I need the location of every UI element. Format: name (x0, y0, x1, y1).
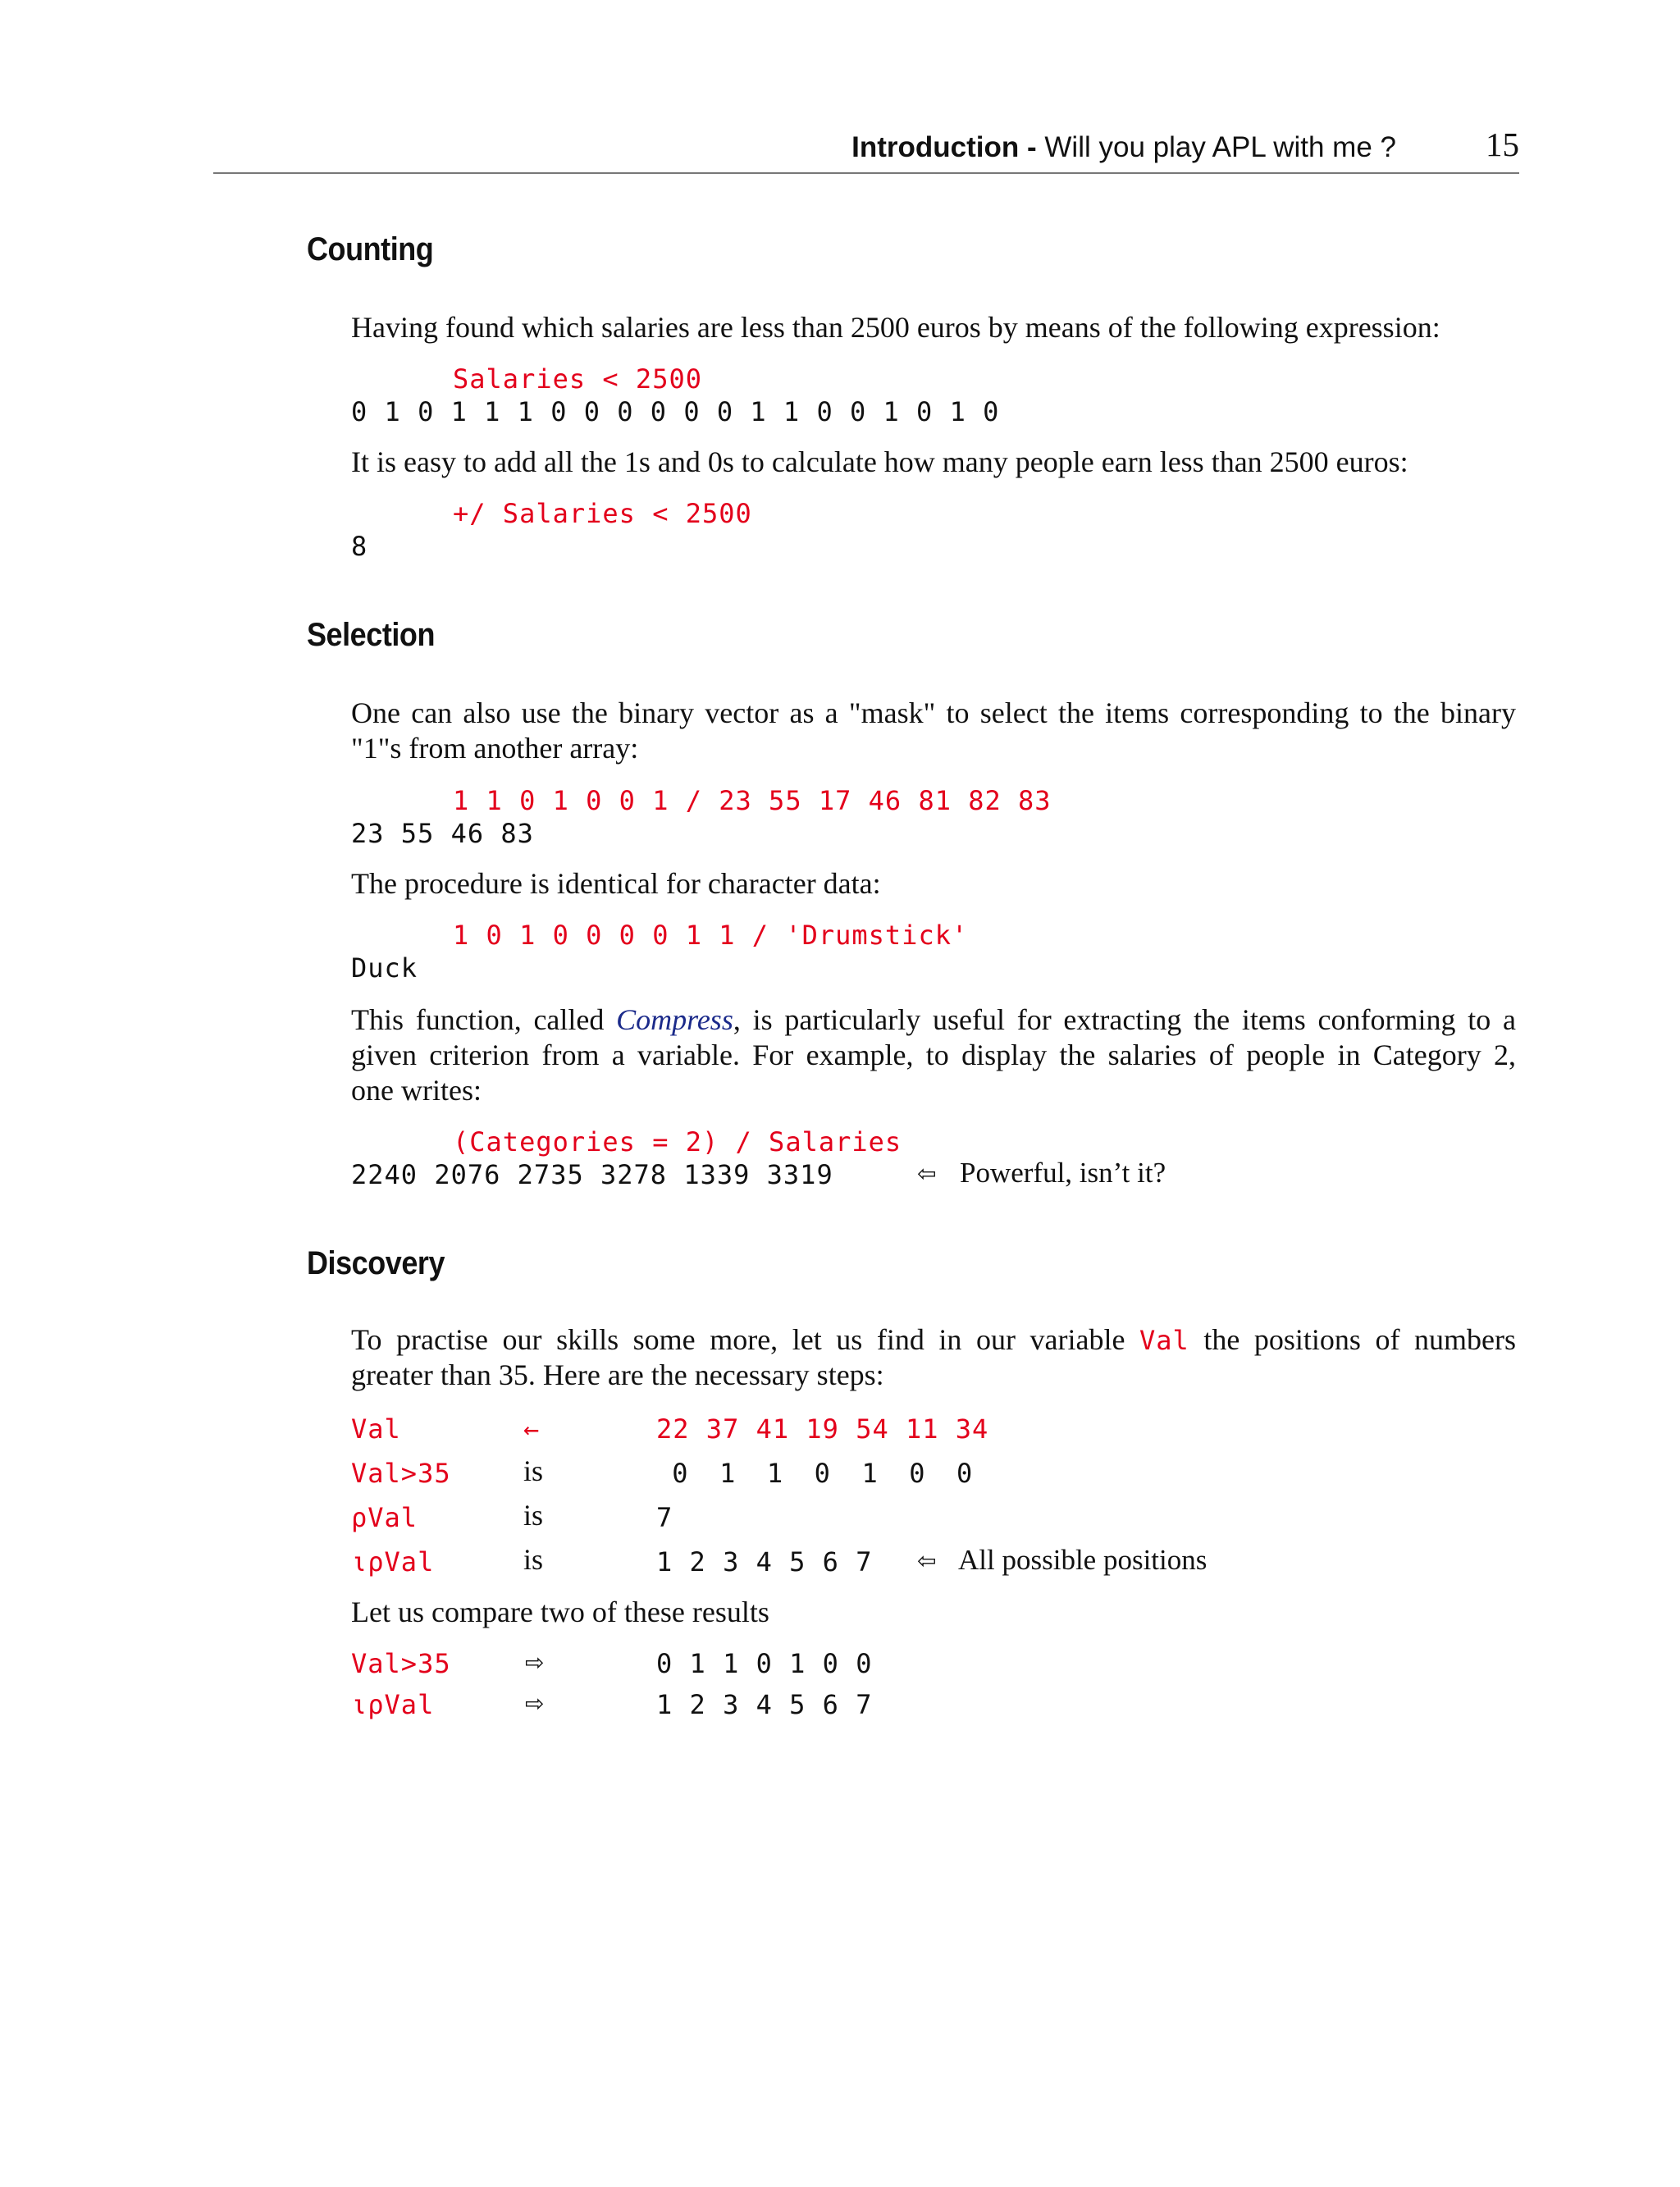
selection-para-line1 (351, 1002, 1516, 1038)
para-text: To practise our skills some more, let us find in our variable (351, 1323, 1139, 1356)
counting-intro: Having found which salaries are less than 2500 euros by means of the following expression: (351, 311, 1440, 344)
selection-intro-line1: One can also use the binary vector as a "mask" to select the items corresponding to the binary (351, 696, 1516, 729)
side-note: All possible positions (958, 1544, 1208, 1576)
page-number: 15 (1486, 126, 1519, 163)
header-title (851, 131, 1396, 164)
step-value: 0 1 1 0 1 0 0 (656, 1458, 973, 1489)
compare-expr: ιρVal (351, 1689, 435, 1720)
code-line: +/ Salaries < 2500 (453, 498, 752, 529)
header-chapter: Introduction - (851, 131, 1037, 163)
selection-intro-line2: "1"s from another array: (351, 732, 639, 765)
step-expr: Val (351, 1413, 401, 1445)
inline-code: Val (1139, 1325, 1189, 1356)
right-arrow-outline-icon: ⇨ (525, 1690, 545, 1717)
discovery-intro-line1 (351, 1322, 1516, 1358)
compare-value: 0 1 1 0 1 0 0 (656, 1648, 873, 1679)
code-output: 2240 2076 2735 3278 1339 3319 (351, 1159, 833, 1190)
step-op: is (523, 1499, 544, 1532)
para-text: the positions of numbers (1189, 1323, 1516, 1356)
code-output: Duck (351, 952, 418, 984)
header-subtitle: Will you play APL with me ? (1036, 131, 1396, 163)
section-heading-counting: Counting (307, 231, 434, 267)
step-value: 7 (656, 1502, 673, 1533)
discovery-intro-line2: greater than 35. Here are the necessary steps: (351, 1358, 884, 1391)
compare-expr: Val>35 (351, 1648, 451, 1679)
selection-mid: The procedure is identical for character data: (351, 867, 881, 900)
para-text: , is particularly useful for extracting the items conforming to a (733, 1003, 1516, 1036)
step-op: is (523, 1543, 544, 1576)
code-output: 23 55 46 83 (351, 818, 534, 849)
selection-para-line2: given criterion from a variable. For example, to display the salaries of people in Category 2, (351, 1039, 1516, 1071)
assign-arrow: ← (523, 1413, 541, 1445)
code-line: 1 0 1 0 0 0 0 1 1 / 'Drumstick' (453, 920, 969, 951)
term-compress: Compress (616, 1003, 733, 1036)
code-line: (Categories = 2) / Salaries (453, 1126, 902, 1157)
side-note: Powerful, isn’t it? (960, 1157, 1166, 1189)
selection-para-line3: one writes: (351, 1074, 482, 1107)
left-arrow-outline-icon: ⇦ (917, 1160, 937, 1187)
section-heading-selection: Selection (307, 617, 436, 653)
code-line: Salaries < 2500 (453, 363, 702, 395)
code-line: 1 1 0 1 0 0 1 / 23 55 17 46 81 82 83 (453, 785, 1052, 816)
step-expr: ρVal (351, 1502, 418, 1533)
step-value: 22 37 41 19 54 11 34 (656, 1413, 989, 1445)
code-output: 8 (351, 531, 368, 562)
running-header (213, 126, 1519, 174)
compare-value: 1 2 3 4 5 6 7 (656, 1689, 873, 1720)
counting-mid: It is easy to add all the 1s and 0s to calculate how many people earn less than 2500 euros: (351, 445, 1408, 478)
compare-text: Let us compare two of these results (351, 1596, 769, 1628)
left-arrow-outline-icon: ⇦ (917, 1547, 937, 1574)
code-output: 0 1 0 1 1 1 0 0 0 0 0 0 1 1 0 0 1 0 1 0 (351, 396, 1000, 427)
step-expr: ιρVal (351, 1546, 435, 1577)
para-text: This function, called (351, 1003, 617, 1036)
step-op: is (523, 1454, 544, 1487)
step-expr: Val>35 (351, 1458, 451, 1489)
step-value: 1 2 3 4 5 6 7 (656, 1546, 873, 1577)
section-heading-discovery: Discovery (307, 1245, 445, 1281)
right-arrow-outline-icon: ⇨ (525, 1649, 545, 1676)
